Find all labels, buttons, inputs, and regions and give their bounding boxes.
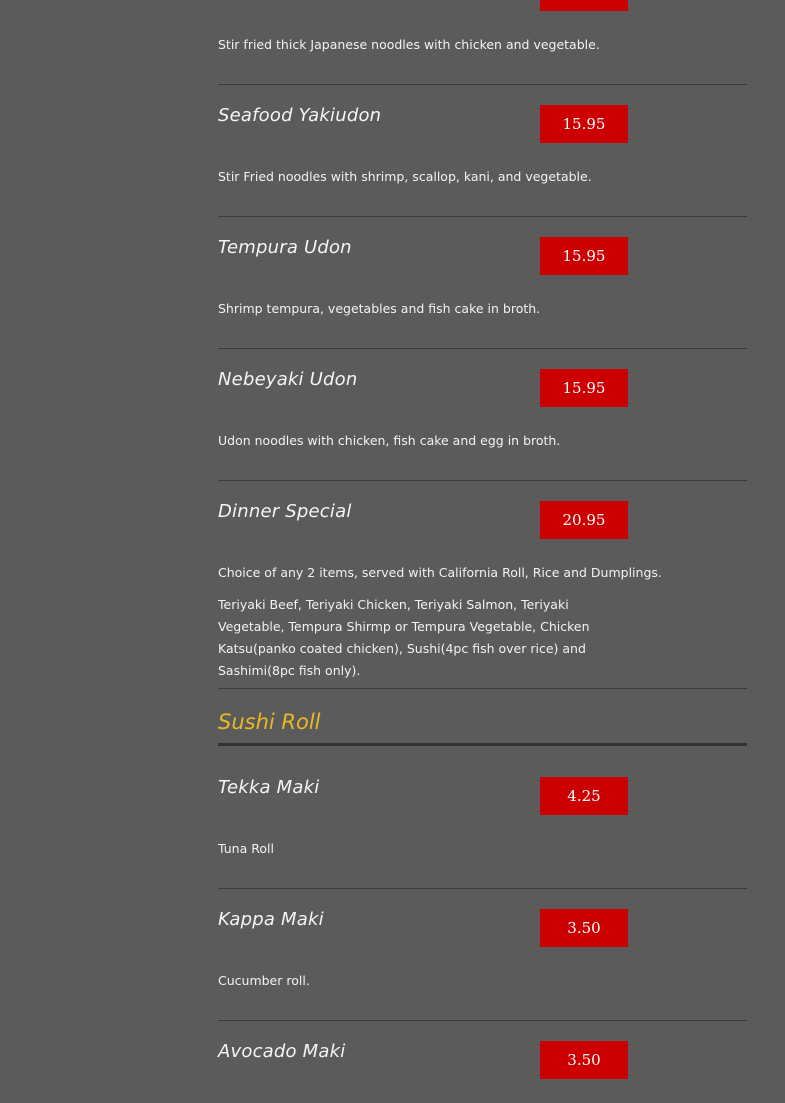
price-badge[interactable]: 15.95 [540,237,628,275]
item-description: Choice of any 2 items, served with California Roll, Rice and Dumplings. [218,565,662,580]
item-name: Avocado Maki [218,1041,346,1062]
item-divider [218,480,747,481]
item-divider [218,1020,747,1021]
item-name: Seafood Yakiudon [218,105,382,126]
price-badge-partial[interactable] [540,0,628,11]
item-divider [218,216,747,217]
price-badge[interactable]: 15.95 [540,105,628,143]
item-description: Tuna Roll [218,841,274,856]
item-description: Shrimp tempura, vegetables and fish cake in broth. [218,301,541,316]
item-divider [218,84,747,85]
item-description-details: Teriyaki Beef, Teriyaki Chicken, Teriyaki Salmon, Teriyaki Vegetable, Tempura Shirmp or Tempura Vegetable, Chicken Katsu(panko coated chicken), Sushi(4pc fish over rice) and Sashimi(8pc fish only). [218,597,590,678]
price-badge[interactable]: 4.25 [540,777,628,815]
item-name: Kappa Maki [218,909,324,930]
item-name: Tekka Maki [218,777,320,798]
price-badge[interactable]: 3.50 [540,909,628,947]
section-title: Sushi Roll [218,710,321,734]
item-description: Udon noodles with chicken, fish cake and egg in broth. [218,433,561,448]
item-divider [218,888,747,889]
item-divider [218,688,747,689]
item-description: Cucumber roll. [218,973,310,988]
item-divider [218,348,747,349]
price-badge[interactable]: 15.95 [540,369,628,407]
price-badge[interactable]: 20.95 [540,501,628,539]
item-name: Nebeyaki Udon [218,369,358,390]
item-name: Dinner Special [218,501,352,522]
section-rule [218,743,747,746]
item-description: Stir Fried noodles with shrimp, scallop, kani, and vegetable. [218,169,592,184]
price-badge[interactable]: 3.50 [540,1041,628,1079]
item-description: Stir fried thick Japanese noodles with chicken and vegetable. [218,37,600,52]
item-name: Tempura Udon [218,237,352,258]
